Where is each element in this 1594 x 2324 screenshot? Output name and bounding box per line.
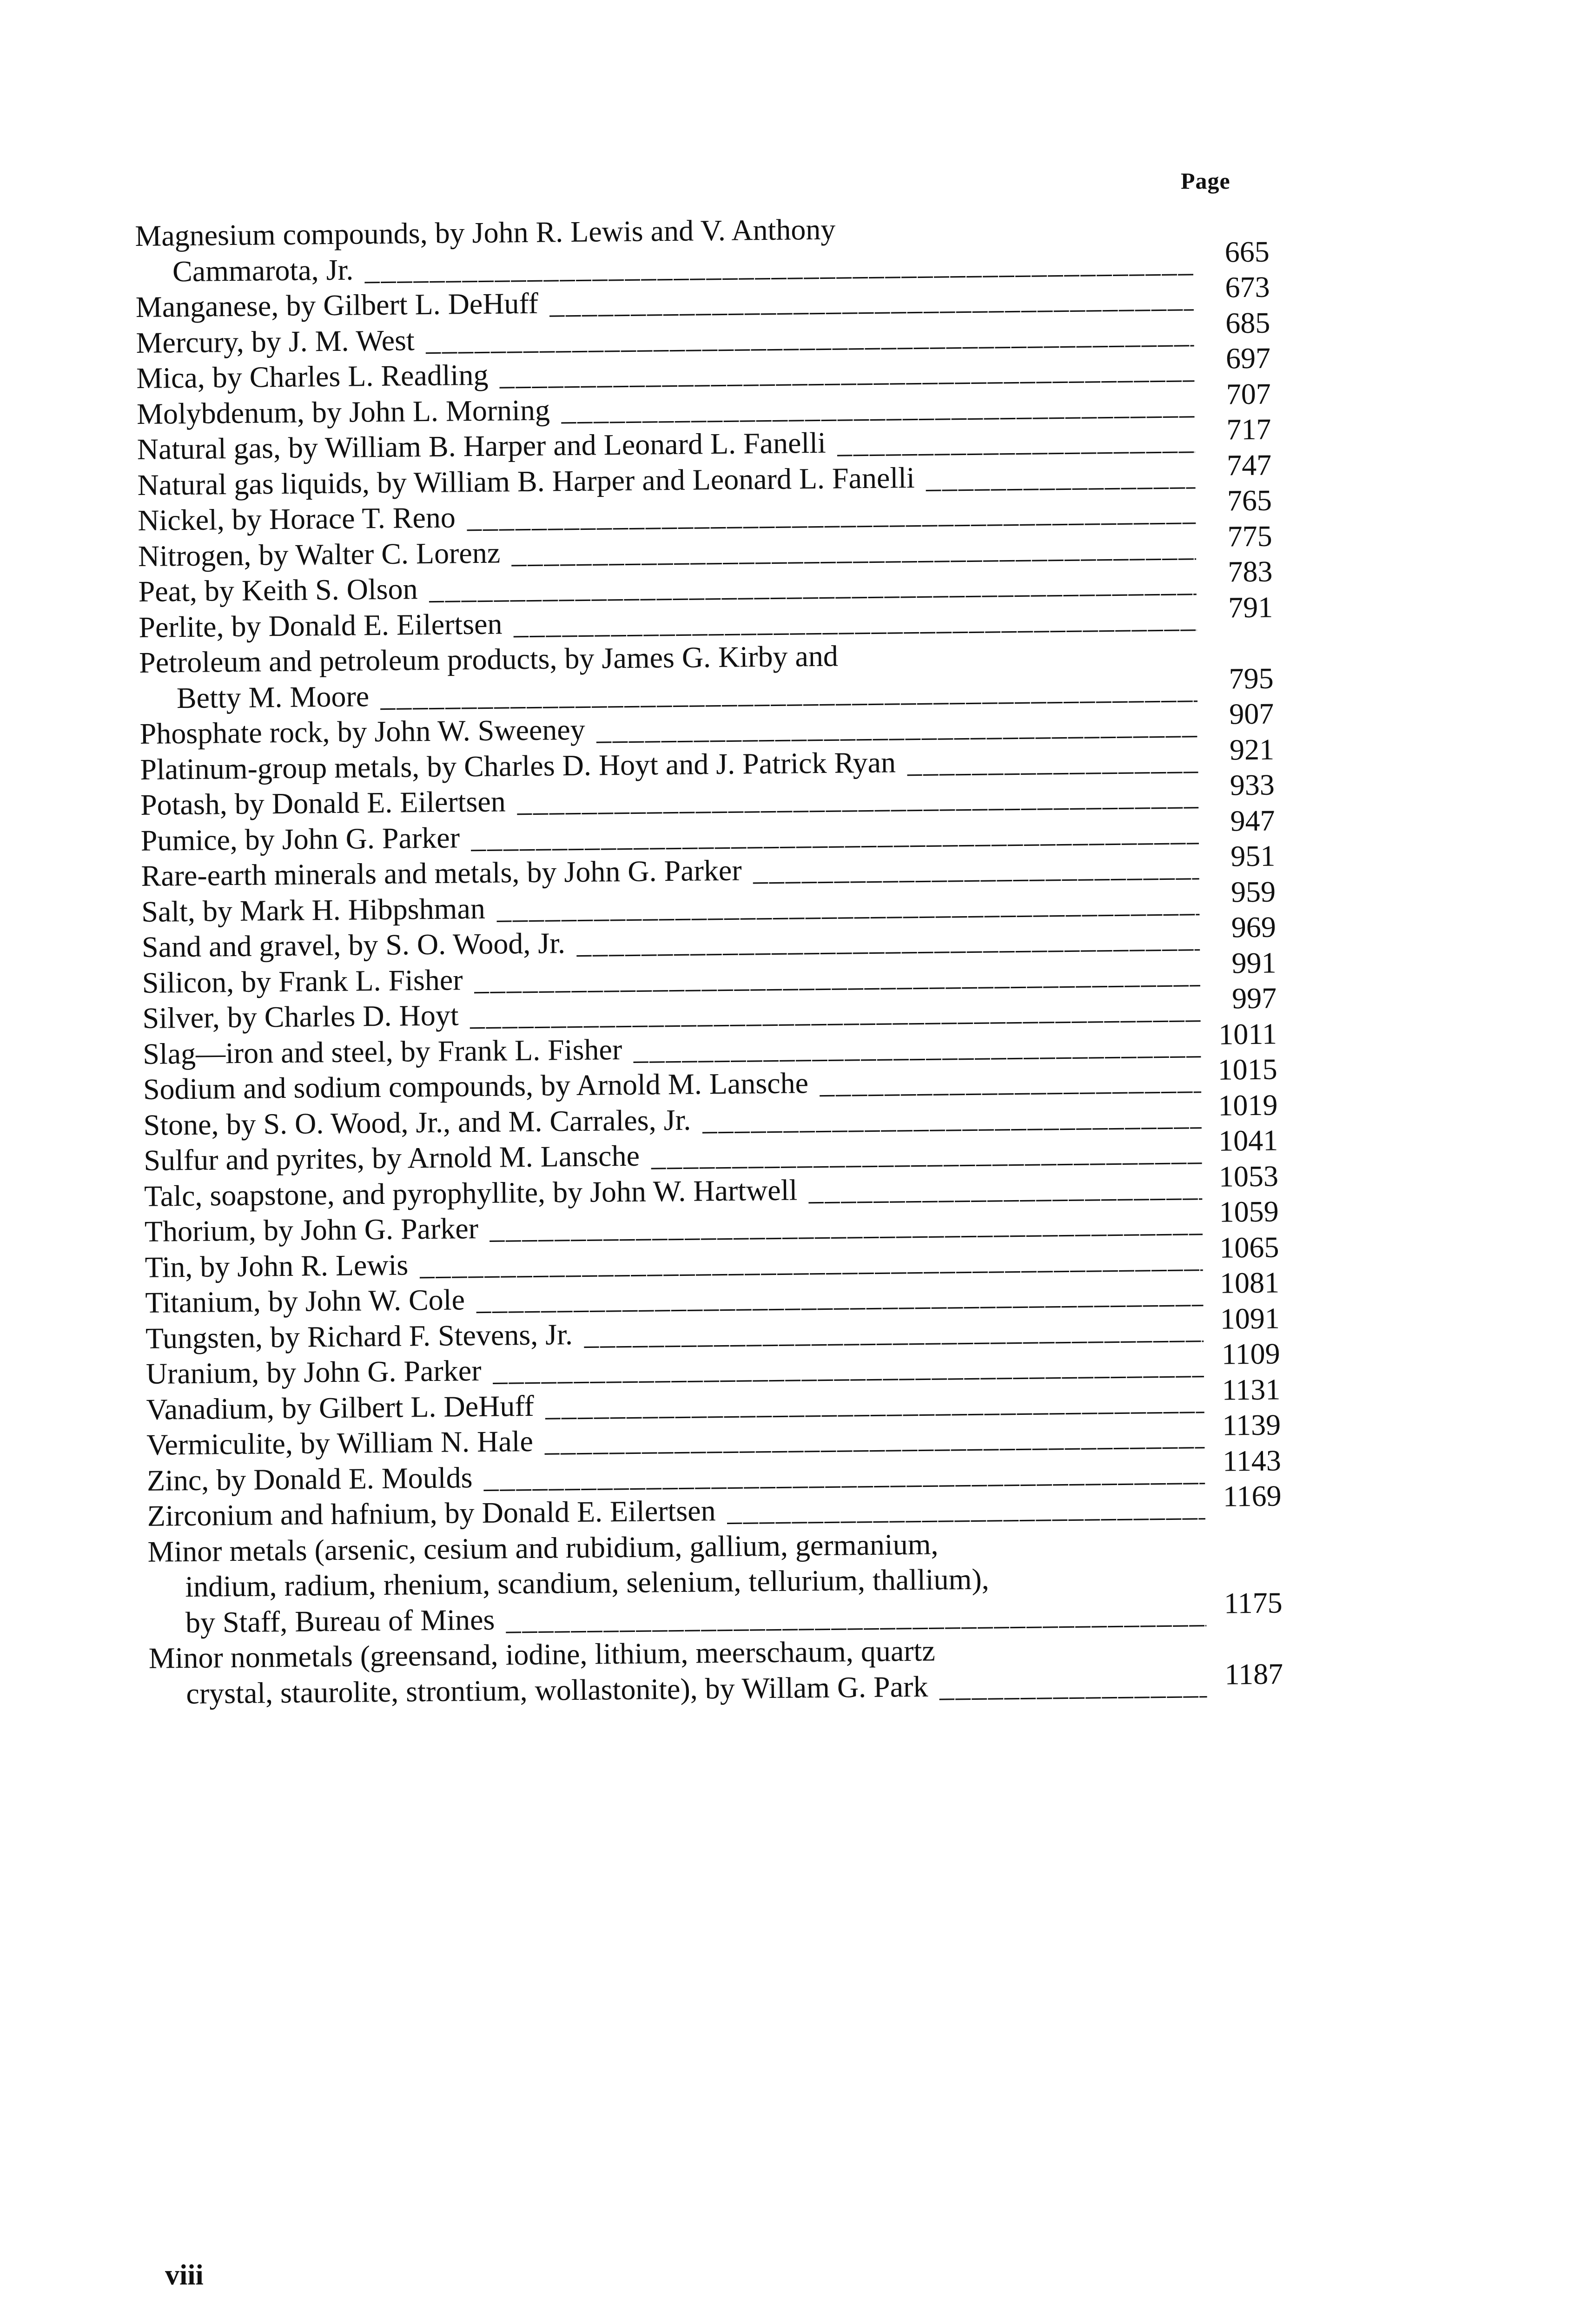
toc-entry — [148, 1630, 1283, 1711]
dot-leader — [489, 1204, 1203, 1246]
toc-entry-page-number: 673 — [1225, 270, 1270, 304]
toc-entry-title: Minor nonmetals (greensand, iodine, lithium, meerschaum, quartz — [148, 1634, 935, 1675]
toc-entry-title: Mercury, by J. M. West — [136, 323, 415, 359]
toc-entry-page-number: 1041 — [1218, 1123, 1278, 1157]
dot-leader — [545, 1382, 1204, 1424]
dot-leader — [576, 919, 1200, 961]
dot-leader — [499, 350, 1195, 393]
toc-entry-title-continued: Cammarota, Jr. — [172, 252, 354, 288]
toc-entry-title: Platinum-group metals, by Charles D. Hoyt and J. Patrick Ryan — [140, 745, 896, 786]
toc-entry-page-number: 1131 — [1222, 1372, 1281, 1406]
toc-entry-title: Talc, soapstone, and pyrophyllite, by John W. Hartwell — [144, 1173, 798, 1213]
toc-entry-title: Minor metals (arsenic, cesium and rubidium, gallium, germanium, — [147, 1527, 939, 1568]
toc-entry-title: Natural gas, by William B. Harper and Leonard L. Fanelli — [137, 426, 827, 466]
dot-leader — [939, 1666, 1207, 1704]
toc-entry-title: Mica, by Charles L. Readling — [136, 358, 489, 395]
toc-entry-page-number: 947 — [1230, 804, 1275, 837]
dot-leader — [544, 1417, 1205, 1459]
toc-entry-title: Slag—iron and steel, by Frank L. Fisher — [142, 1032, 622, 1070]
toc-entry-title-continued: indium, radium, rhenium, scandium, selenium, tellurium, thallium), — [185, 1562, 990, 1604]
toc-entry-page-number: 1059 — [1219, 1195, 1279, 1228]
dot-leader — [926, 457, 1195, 495]
toc-entry-page-number: 791 — [1228, 590, 1273, 624]
toc-entry-page-number: 969 — [1231, 910, 1277, 944]
toc-entry-page-number: 697 — [1225, 341, 1271, 375]
toc-entry-title: Rare-earth minerals and metals, by John G. Parker — [141, 853, 742, 892]
toc-entry-title: Thorium, by John G. Parker — [144, 1212, 479, 1248]
dot-leader — [651, 1133, 1202, 1174]
toc-entry-page-number: 747 — [1226, 448, 1272, 482]
dot-leader — [633, 1026, 1201, 1067]
page-folio: viii — [165, 2259, 204, 2291]
toc-entry-page-number: 1019 — [1218, 1088, 1278, 1122]
toc-entry-title: Sand and gravel, by S. O. Wood, Jr. — [141, 926, 566, 964]
toc-entry-page-number: 775 — [1227, 519, 1273, 553]
toc-entry-title: Petroleum and petroleum products, by James G. Kirby and — [139, 639, 839, 679]
toc-entry-title: Titanium, by John W. Cole — [145, 1283, 465, 1319]
toc-entry-title: Silver, by Charles D. Hoyt — [142, 998, 459, 1035]
toc-entry-title-continued: crystal, staurolite, strontium, wollastonite), by Willam G. Park — [186, 1670, 928, 1710]
toc-entry-title: Vanadium, by Gilbert L. DeHuff — [146, 1389, 535, 1426]
dot-leader — [808, 1169, 1203, 1208]
toc-entry-page-number: 1139 — [1222, 1408, 1281, 1442]
toc-entry-title: Perlite, by Donald E. Eilertsen — [139, 607, 503, 644]
toc-entry-title: Manganese, by Gilbert L. DeHuff — [135, 286, 539, 324]
page-column-header: Page — [1181, 168, 1230, 194]
toc-entry-title: Potash, by Donald E. Eilertsen — [140, 785, 506, 821]
toc-entry-title-continued: by Staff, Bureau of Mines — [185, 1603, 495, 1639]
toc-entry-title: Magnesium compounds, by John R. Lewis and V. Anthony — [135, 212, 836, 252]
toc-entry-page-number: 707 — [1226, 377, 1271, 410]
dot-leader — [492, 1346, 1204, 1388]
dot-leader — [702, 1097, 1202, 1138]
toc-entry-page-number: 951 — [1230, 839, 1276, 873]
dot-leader — [561, 386, 1195, 428]
toc-entry-page-number: 997 — [1231, 981, 1277, 1015]
toc-entry-page-number: 921 — [1229, 733, 1275, 766]
toc-entry-page-number: 1091 — [1220, 1301, 1280, 1335]
toc-entry-title: Molybdenum, by John L. Morning — [136, 393, 550, 430]
toc-entry-title: Salt, by Mark H. Hibpshman — [141, 891, 486, 928]
toc-entry — [147, 1523, 1283, 1641]
toc-entry-title: Nickel, by Horace T. Reno — [137, 501, 456, 537]
toc-entry-title: Nitrogen, by Walter C. Lorenz — [138, 535, 501, 573]
toc-entry-page-number: 991 — [1231, 946, 1277, 979]
toc-entry-page-number: 959 — [1230, 875, 1276, 908]
toc-entry-page-number: 1053 — [1218, 1159, 1279, 1193]
toc-entry — [139, 634, 1274, 716]
toc-entry-title: Zinc, by Donald E. Moulds — [146, 1460, 473, 1497]
toc-entry-page-number: 795 — [1229, 661, 1274, 695]
toc-entry-page-number: 1011 — [1218, 1017, 1277, 1051]
toc-entry-title: Sulfur and pyrites, by Arnold M. Lansche — [144, 1139, 640, 1177]
toc-entry-page-number: 907 — [1229, 697, 1274, 731]
toc-entry-title: Vermiculite, by William N. Hale — [146, 1424, 534, 1461]
toc-entry-title-continued: Betty M. Moore — [176, 679, 370, 714]
toc-entry-page-number: 1169 — [1223, 1479, 1282, 1513]
table-of-contents — [135, 208, 1283, 1712]
toc-entry-title: Silicon, by Frank L. Fisher — [142, 963, 463, 999]
dot-leader — [753, 848, 1199, 888]
toc-entry-title: Zirconium and hafnium, by Donald E. Eilertsen — [147, 1494, 716, 1532]
toc-entry-page-number: 1143 — [1222, 1443, 1282, 1478]
dot-leader — [596, 706, 1198, 747]
dot-leader — [516, 777, 1198, 819]
dot-leader — [820, 1062, 1202, 1101]
dot-leader — [496, 884, 1199, 926]
dot-leader — [483, 1453, 1205, 1495]
dot-leader — [837, 422, 1195, 461]
toc-entry-title: Uranium, by John G. Parker — [146, 1353, 482, 1390]
dot-leader — [907, 742, 1198, 780]
dot-leader — [584, 1311, 1204, 1352]
toc-entry-page-number: 665 — [1224, 235, 1270, 268]
toc-entry-page-number: 1109 — [1221, 1337, 1280, 1371]
toc-entry-title: Peat, by Keith S. Olson — [138, 572, 418, 608]
toc-entry-title: Phosphate rock, by John W. Sweeney — [139, 713, 586, 750]
toc-entry-title: Natural gas liquids, by William B. Harper and Leonard L. Fanelli — [137, 461, 915, 502]
toc-entry-page-number: 1187 — [1224, 1657, 1283, 1691]
toc-entry-title: Sodium and sodium compounds, by Arnold M. Lansche — [143, 1066, 809, 1106]
toc-entry-title: Tin, by John R. Lewis — [145, 1248, 409, 1284]
toc-entry-page-number: 783 — [1228, 555, 1273, 588]
toc-entry-page-number: 765 — [1227, 483, 1272, 517]
toc-entry-page-number: 685 — [1225, 306, 1270, 339]
toc-entry-title: Tungsten, by Richard F. Stevens, Jr. — [145, 1317, 573, 1355]
dot-leader — [511, 528, 1196, 571]
toc-entry-page-number: 717 — [1226, 412, 1271, 446]
toc-entry-page-number: 1175 — [1224, 1585, 1283, 1620]
toc-entry — [135, 208, 1270, 290]
dot-leader — [513, 600, 1197, 642]
toc-entry-page-number: 933 — [1230, 768, 1275, 802]
toc-entry-page-number: 1081 — [1219, 1266, 1280, 1300]
toc-entry-title: Stone, by S. O. Wood, Jr., and M. Carrales, Jr. — [143, 1103, 691, 1142]
toc-entry-page-number: 1065 — [1219, 1230, 1279, 1264]
dot-leader — [506, 1595, 1206, 1637]
dot-leader — [549, 279, 1194, 321]
toc-entry-title: Pumice, by John G. Parker — [140, 820, 460, 857]
dot-leader — [727, 1488, 1205, 1528]
toc-entry-page-number: 1015 — [1217, 1052, 1278, 1086]
